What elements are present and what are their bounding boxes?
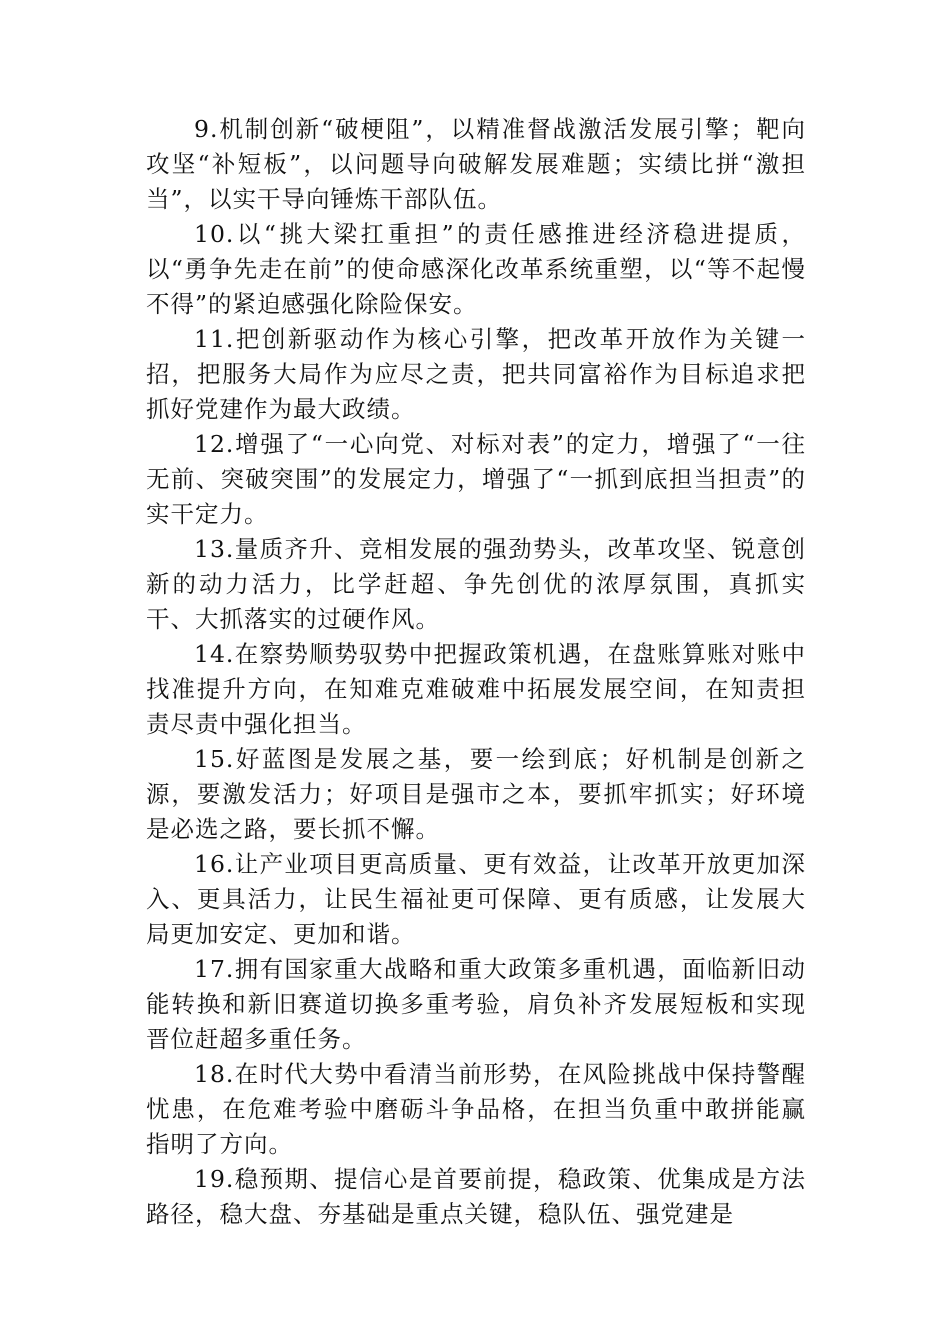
paragraph-10: 10.以“挑大梁扛重担”的责任感推进经济稳进提质，以“勇争先走在前”的使命感深化改革系统重塑，以“等不起慢不得”的紧迫感强化除险保安。 <box>146 220 806 318</box>
paragraph-19: 19.稳预期、提信心是首要前提，稳政策、优集成是方法路径，稳大盘、夯基础是重点关键，稳队伍、强党建是 <box>146 1165 806 1228</box>
paragraph-18: 18.在时代大势中看清当前形势，在风险挑战中保持警醒忧患，在危难考验中磨砺斗争品格，在担当负重中敢拼能赢指明了方向。 <box>146 1060 806 1158</box>
paragraph-13: 13.量质齐升、竞相发展的强劲势头，改革攻坚、锐意创新的动力活力，比学赶超、争先创优的浓厚氛围，真抓实干、大抓落实的过硬作风。 <box>146 535 806 633</box>
document-body <box>146 112 806 1232</box>
paragraph-16: 16.让产业项目更高质量、更有效益，让改革开放更加深入、更具活力，让民生福祉更可保障、更有质感，让发展大局更加安定、更加和谐。 <box>146 850 806 948</box>
paragraph-15: 15.好蓝图是发展之基，要一绘到底；好机制是创新之源，要激发活力；好项目是强市之本，要抓牢抓实；好环境是必选之路，要长抓不懈。 <box>146 745 806 843</box>
paragraph-17: 17.拥有国家重大战略和重大政策多重机遇，面临新旧动能转换和新旧赛道切换多重考验，肩负补齐发展短板和实现晋位赶超多重任务。 <box>146 955 806 1053</box>
paragraph-11: 11.把创新驱动作为核心引擎，把改革开放作为关键一招，把服务大局作为应尽之责，把共同富裕作为目标追求把抓好党建作为最大政绩。 <box>146 325 806 423</box>
paragraph-12: 12.增强了“一心向党、对标对表”的定力，增强了“一往无前、突破突围”的发展定力，增强了“一抓到底担当担责”的实干定力。 <box>146 430 806 528</box>
paragraph-14: 14.在察势顺势驭势中把握政策机遇，在盘账算账对账中找准提升方向，在知难克难破难中拓展发展空间，在知责担责尽责中强化担当。 <box>146 640 806 738</box>
paragraph-9: 9.机制创新“破梗阻”，以精准督战激活发展引擎；靶向攻坚“补短板”，以问题导向破解发展难题；实绩比拼“激担当”，以实干导向锤炼干部队伍。 <box>146 115 806 213</box>
